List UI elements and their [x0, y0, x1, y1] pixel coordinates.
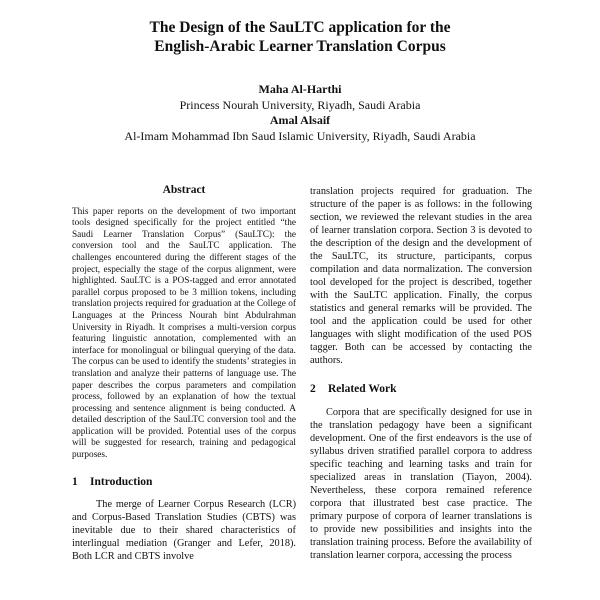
introduction-text: The merge of Learner Corpus Research (LCR) and Corpus-Based Translation Studies (CBTS) was inevitable due to their shared characteristics of interlingual mediation (Granger and Lefer, 2018). Both LCR and CBTS involve [72, 499, 296, 563]
section-title: Introduction [90, 475, 153, 488]
title-line-2: English-Arabic Learner Translation Corpus [154, 38, 446, 55]
section-title: Related Work [328, 383, 397, 395]
section-heading-introduction [72, 477, 296, 489]
left-column [72, 185, 296, 563]
introduction-continuation-text: translation projects required for graduation. The structure of the paper is as follows: in the following section, we reviewed the relevant studies in the area of learner translation corpora. Section 3 is devoted to the description of the design and the development of the SauLTC, its structure, participants, corpus compilation and data normalization. The conversion tool developed for the project is described, together with the SauLTC application. Finally, the corpus statistics and general remarks will be provided. The tool and the application could be used for other languages with slight modification of the used POS tagger. Both can be accessed by contacting the authors. [310, 186, 532, 366]
paper-title [0, 18, 600, 56]
related-work-text: Corpora that are specifically designed for use in the translation pedagogy have been a significant development. One of the first endeavors is the use of syllabus driven stratified parallel corpora to address specific teaching and learning tasks and train for specialized areas in translation (Tiayon, 2004). Nevertheless, these corpora remained reference corpora that illustrated best case practice. The primary purpose of corpora of learner translations is to provide new possibilities and insights into the translation training process. Before the availability of translation learner corpora, accessing the process [310, 407, 532, 561]
author-block [0, 82, 600, 144]
abstract-text: This paper reports on the development of two important tools designed specifically for the project entitled “the Saudi Learner Translation Corpus” (SauLTC): the conversion tool and the SauLTC application. The challenges encountered during the different stages of the project, especially the stage of the corpus alignment, were highlighted. SauLTC is a POS-tagged and error annotated parallel corpus proposed to be 3 million tokens, including translation projects required for graduation at the College of Languages at the Princess Nourah bint Abdulrahman University in Riyadh. It comprises a multi-version corpus featuring linguistic annotation, complemented with an interface for monolingual or bilingual querying of the data. The corpus can be used to identify the students’ strategies in translation and analyze their patterns of language use. The paper describes the corpus parameters and compilation process, followed by an explanation of how the textual processing and sentence alignment is being conducted. A detailed description of the SauLTC conversion tool and the application will be provided. Potential uses of the corpus will be suggested for research, training and pedagogical purposes. [72, 206, 296, 461]
section-heading-related-work [310, 383, 532, 396]
section-number: 1 [72, 475, 78, 488]
abstract-heading: Abstract [162, 184, 206, 196]
author-name-2: Amal Alsaif [269, 113, 331, 127]
author-affiliation-1: Princess Nourah University, Riyadh, Saudi Arabia [179, 97, 421, 112]
right-column [310, 185, 532, 600]
section-number: 2 [310, 383, 316, 395]
title-line-1: The Design of the SauLTC application for the [149, 19, 451, 36]
author-name-1: Maha Al-Harthi [258, 82, 342, 96]
author-affiliation-2: Al-Imam Mohammad Ibn Saud Islamic University, Riyadh, Saudi Arabia [124, 128, 476, 143]
